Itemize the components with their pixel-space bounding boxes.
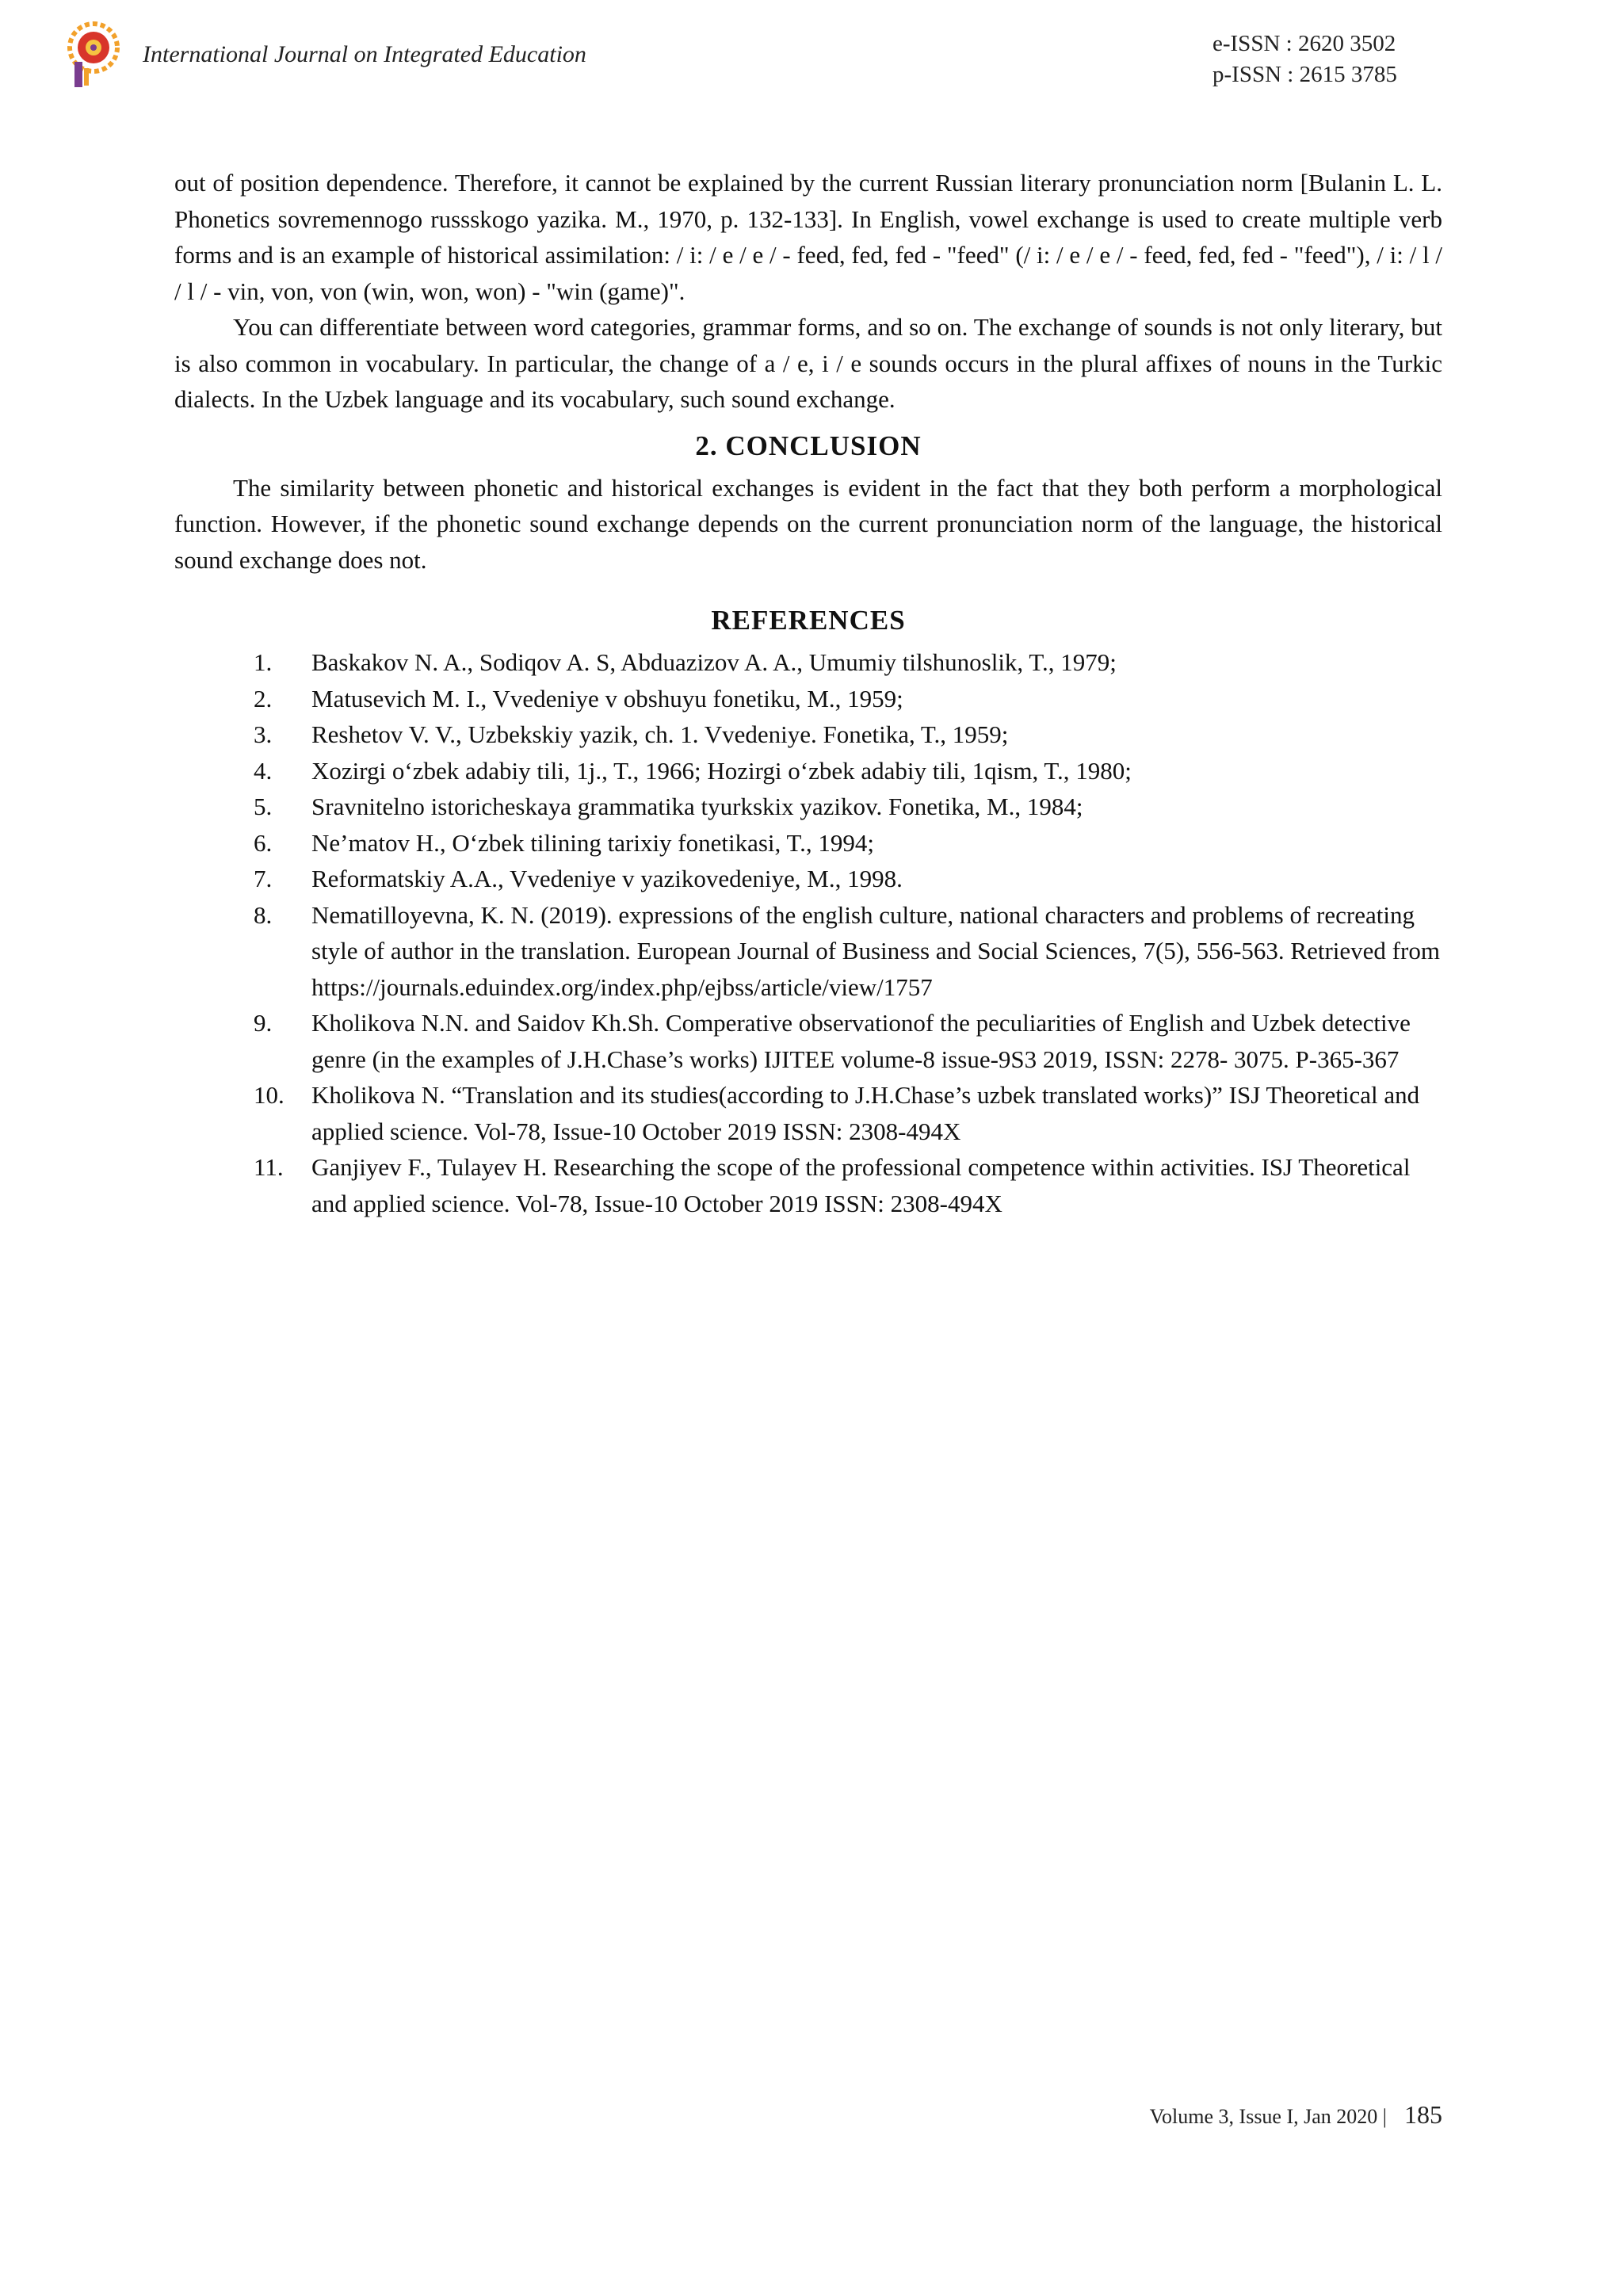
- reference-number: 5.: [254, 793, 273, 820]
- body-paragraph-2: You can differentiate between word categories, grammar forms, and so on. The exchange of sounds is not only literary, but is also common in vocabulary. In particular, the change of a / e, i / e sounds occurs in the plural affixes of nouns in the Turkic dialects. In the Uzbek language and its vocabulary, such sound exchange.: [174, 313, 1442, 413]
- eissn: e-ISSN : 2620 3502: [1212, 31, 1396, 56]
- reference-text: Xozirgi o‘zbek adabiy tili, 1j., T., 1966; Hozirgi o‘zbek adabiy tili, 1qism, T., 1980;: [311, 756, 1132, 785]
- volume-info: Volume 3, Issue I, Jan 2020 |: [1149, 2105, 1387, 2128]
- article-body: [174, 165, 1442, 1221]
- page-header: [0, 0, 1623, 111]
- conclusion-heading: 2. CONCLUSION: [695, 430, 922, 461]
- page-number: 185: [1404, 2100, 1442, 2129]
- reference-text: Ganjiyev F., Tulayev H. Researching the scope of the professional competence within activities. ISJ Theoretical and applied science. Vol-78, Issue-10 October 2019 ISSN: 2308-494X: [311, 1153, 1411, 1217]
- reference-item: [174, 716, 1442, 753]
- reference-text: Reshetov V. V., Uzbekskiy yazik, ch. 1. Vvedeniye. Fonetika, T., 1959;: [311, 720, 1009, 748]
- body-paragraph-3: The similarity between phonetic and historical exchanges is evident in the fact that they both perform a morphological function. However, if the phonetic sound exchange depends on the current pronunciation norm of the language, the historical sound exchange does not.: [174, 473, 1442, 574]
- reference-text: Reformatskiy A.A., Vvedeniye v yazikovedeniye, M., 1998.: [311, 865, 903, 892]
- reference-number: 10.: [254, 1081, 285, 1109]
- reference-item: [174, 897, 1442, 1006]
- reference-text: Sravnitelno istoricheskaya grammatika tyurkskix yazikov. Fonetika, M., 1984;: [311, 793, 1083, 820]
- reference-number: 7.: [254, 865, 273, 892]
- references-list: [174, 644, 1442, 1221]
- reference-text: Kholikova N.N. and Saidov Kh.Sh. Comperative observationof the peculiarities of English and Uzbek detective genre (in the examples of J.H.Chase’s works) IJITEE volume-8 issue-9S3 2019, ISSN: 2278- 3075. P-365-367: [311, 1009, 1411, 1073]
- reference-item: [174, 644, 1442, 681]
- journal-name: International Journal on Integrated Education: [143, 41, 586, 67]
- reference-text: Matusevich M. I., Vvedeniye v obshuyu fonetiku, M., 1959;: [311, 684, 903, 712]
- reference-number: 8.: [254, 900, 273, 929]
- reference-item: [174, 753, 1442, 789]
- reference-item: [174, 1149, 1442, 1221]
- reference-item: [174, 1077, 1442, 1149]
- reference-number: 1.: [254, 648, 273, 676]
- reference-text: Kholikova N. “Translation and its studies(according to J.H.Chase’s uzbek translated works)” ISJ Theoretical and applied science. Vol-78, Issue-10 October 2019 ISSN: 2308-494X: [311, 1081, 1420, 1145]
- reference-number: 3.: [254, 720, 273, 748]
- reference-number: 4.: [254, 756, 273, 785]
- references-heading: REFERENCES: [711, 605, 906, 636]
- reference-item: [174, 789, 1442, 825]
- reference-number: 9.: [254, 1009, 273, 1037]
- journal-logo-icon: [67, 21, 124, 89]
- reference-number: 11.: [254, 1153, 284, 1181]
- issn-block: [1212, 29, 1397, 90]
- reference-item: [174, 1005, 1442, 1077]
- pissn: p-ISSN : 2615 3785: [1212, 62, 1397, 87]
- reference-text: Baskakov N. A., Sodiqov A. S, Abduazizov A. A., Umumiy tilshunoslik, T., 1979;: [311, 648, 1117, 676]
- reference-item: [174, 861, 1442, 897]
- reference-item: [174, 681, 1442, 717]
- reference-number: 2.: [254, 684, 273, 712]
- reference-text: Nematilloyevna, K. N. (2019). expressions of the english culture, national characters and problems of recreating style of author in the translation. European Journal of Business and Social Sciences, 7(5), 556-563. Retrieved from https://journals.eduindex.org/index.php/ejbss/article/view/1757: [311, 900, 1440, 1001]
- page-footer: [1109, 2100, 1442, 2130]
- body-paragraph-1: out of position dependence. Therefore, it cannot be explained by the current Russian literary pronunciation norm [Bulanin L. L. Phonetics sovremennogo russskogo yazika. M., 1970, p. 132-133]. In English, vowel exchange is used to create multiple verb forms and is an example of historical assimilation: / i: / e / e / - feed, fed, fed - "feed" (/ i: / e / e / - feed, fed, fed - "feed"), / i: / l / / l / - vin, von, von (win, won, won) - "win (game)".: [174, 169, 1442, 305]
- reference-item: [174, 825, 1442, 861]
- reference-number: 6.: [254, 828, 273, 857]
- reference-text: Ne’matov H., O‘zbek tilining tarixiy fonetikasi, T., 1994;: [311, 828, 874, 857]
